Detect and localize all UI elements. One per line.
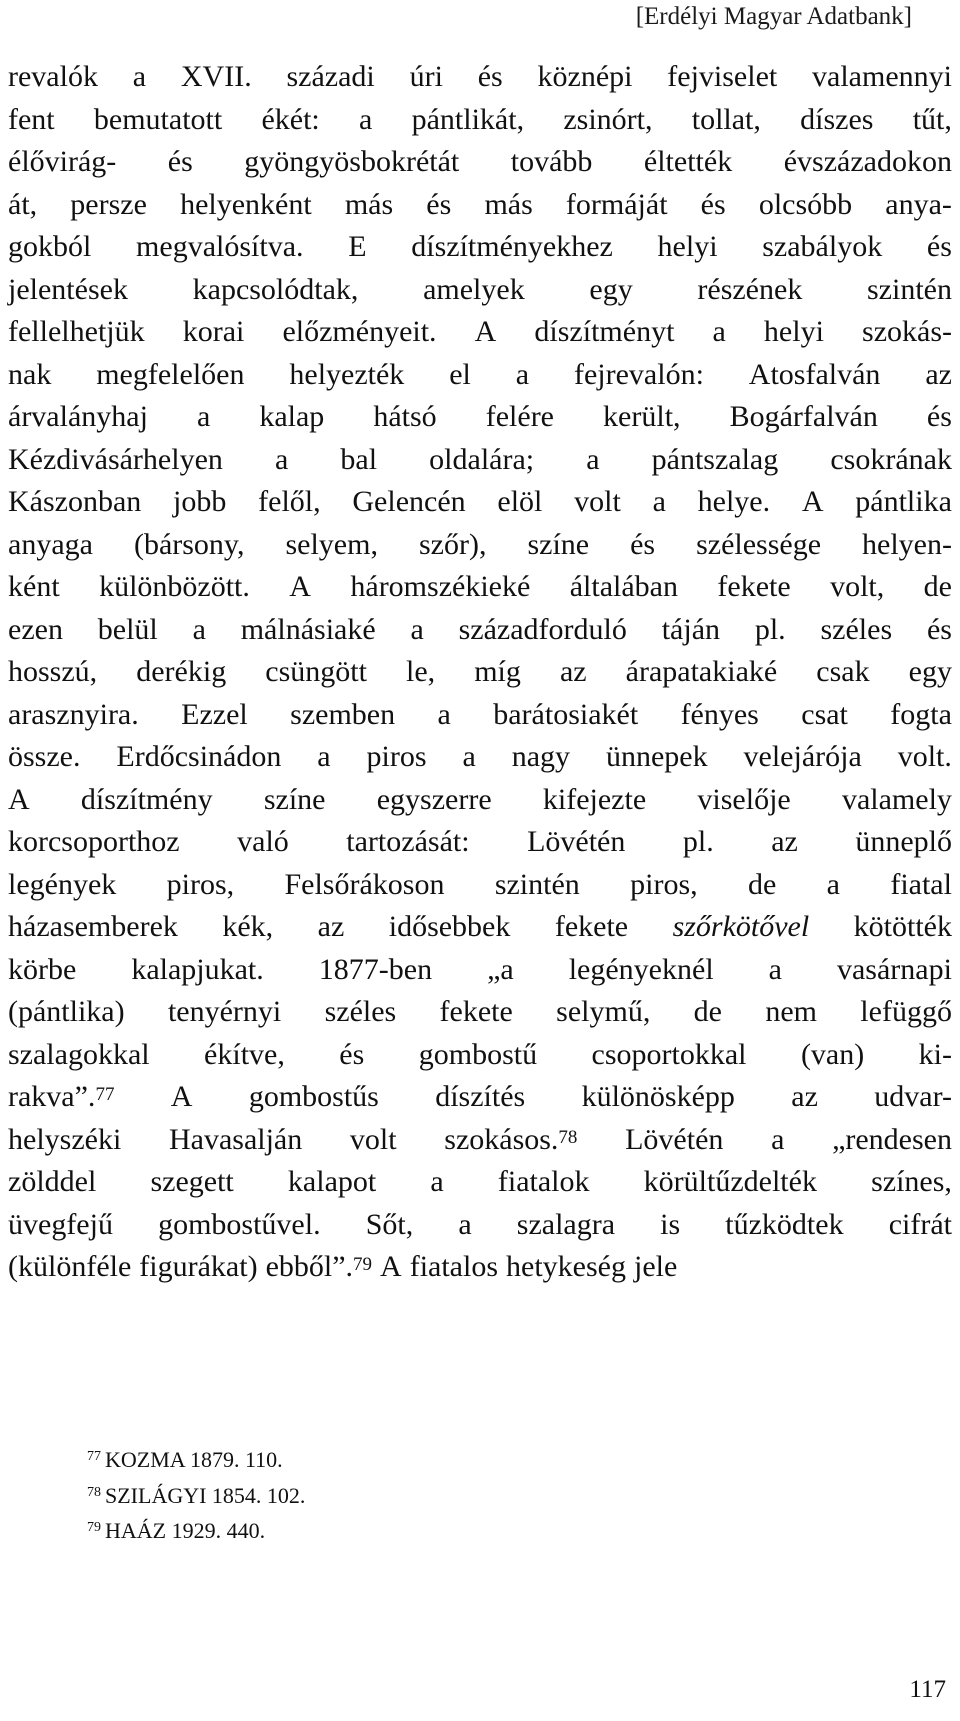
word: fekete [717,570,791,603]
word: E [348,230,367,263]
word: az [791,1080,818,1113]
word: 1877-ben [318,952,433,986]
word: olcsóbb [758,187,853,221]
word: jele [633,1250,678,1283]
word: kalapjukat. [131,952,264,986]
word: volt [349,1122,397,1156]
footnote-ref[interactable]: 78 [558,1126,578,1148]
text-line [8,991,952,1034]
word: ebből”.$^{79}$ [265,1250,373,1283]
footnotes [87,1442,305,1549]
text-line [8,1204,952,1247]
text-line [8,694,952,737]
word: és [926,230,952,263]
word: korcsoporthoz [8,825,180,858]
word: helyszéki [8,1122,122,1156]
word: és [426,187,452,221]
word: más [484,187,533,221]
word: élővirág- [8,145,117,178]
text-line [8,736,952,779]
word: díszítményt [534,315,675,348]
word: Bogárfalván [729,400,878,433]
word: árapatakiaké [625,655,778,688]
word: a [359,102,373,136]
word: barátosiakét [493,697,639,731]
text-line [8,1076,952,1119]
word: A [8,782,30,816]
word: a [768,952,782,986]
footnote [87,1442,305,1478]
word: selyem, [285,527,378,561]
word: volt, [830,570,885,603]
word: helyi [763,315,824,348]
word: oldalára; [429,442,535,476]
word: századforduló [458,612,627,646]
word: Kászonban [8,485,142,518]
text-line [8,56,952,99]
word: idősebbek [388,910,511,943]
word: felére [485,400,554,433]
body-text [8,56,952,1289]
word: A [474,315,497,348]
word: fiatal [890,867,952,901]
word: ki- [918,1037,952,1071]
word: fekete [439,995,513,1028]
word: Kézdivásárhelyen [8,442,223,476]
text-line [8,779,952,822]
word: a [586,442,600,476]
word: volt [574,485,621,518]
text-line [8,226,952,269]
word: éltették [643,145,733,178]
word: és [926,400,952,433]
text-line [8,396,952,439]
word: tűt, [912,102,952,136]
word: fiatalok [497,1165,590,1198]
word: zsinórt, [563,102,653,136]
word: és [926,612,952,646]
word: valamely [841,782,952,816]
footnote-text: HAÁZ 1929. 440. [105,1518,266,1543]
word: málnásiaké [240,612,376,646]
word: került, [603,400,681,433]
word: a [462,740,476,773]
word: a [437,697,451,731]
word: gombostű [418,1037,538,1071]
word: helye. [697,485,771,518]
word: a [458,1207,472,1241]
footnote [87,1513,305,1549]
word: piros, [630,867,698,901]
word: tovább [510,145,593,178]
word: szalagra [516,1207,616,1241]
word: nagy [511,740,571,773]
text-line [8,99,952,142]
word: tűzködtek [725,1207,844,1241]
word: árvalányhaj [8,400,148,433]
word: csak [816,655,870,688]
word: a [196,400,211,433]
word: általában [569,570,678,603]
word: egy [589,272,633,306]
word: (pántlika) [8,995,125,1028]
word: rakva”.$^{77}$ [8,1080,115,1113]
word: arasznyira. [8,697,139,731]
word: a [275,442,289,476]
word: el [449,357,471,391]
word: helyenként [180,187,312,221]
word: fejviselet [667,60,778,93]
word: ékítve, [204,1037,285,1071]
word: csüngött [265,655,367,688]
word: és [630,527,656,561]
word: legények [8,867,117,901]
word: Lövétén [625,1122,724,1156]
word: csoportokkal [591,1037,747,1071]
word: szegett [150,1165,234,1198]
word: ezen [8,612,63,646]
footnote-number: 78 [87,1484,101,1500]
word: egy [908,655,952,688]
word: Atosfalván [748,357,881,391]
word: kék, [222,910,274,943]
word: Gelencén [352,485,466,518]
footnote-ref[interactable]: 79 [353,1254,373,1275]
word: szélessége [696,527,822,561]
footnote-text: SZILÁGYI 1854. 102. [105,1482,306,1508]
word: színe [263,782,326,816]
word: szőr), [418,527,487,561]
word: persze [70,187,147,221]
word: gokból [8,230,92,263]
word: nem [765,995,817,1028]
word: figurákat) [139,1250,258,1283]
word: helyi [657,230,718,263]
word: csokrának [830,442,952,476]
word: fényes [680,697,759,731]
text-line [8,821,952,864]
word: de [923,570,952,603]
word: kalap [259,400,325,433]
word: kifejezte [542,782,647,816]
word: pántlikát, [411,102,525,136]
word: tenyérnyi [167,995,282,1028]
word: derékig [136,655,227,688]
word: díszítményekhez [411,230,613,263]
word: pl. [754,612,786,646]
word: szokásos.$^{78}$ [444,1122,578,1156]
word: a [192,612,206,646]
text-line [8,481,952,524]
word: kalapot [287,1165,377,1198]
word: de [747,867,777,901]
word: köznépi [537,60,633,93]
word: úri [409,60,443,93]
word: csat [801,697,848,731]
word: megfelelően [96,357,245,391]
word: különösképp [581,1080,735,1113]
word: és [700,187,726,221]
word: megvalósítva. [136,230,304,263]
word: hosszú, [8,655,98,688]
text-line [8,1034,952,1077]
word: Felsőrákoson [284,867,445,901]
text-line [8,609,952,652]
word: az [771,825,798,858]
footnote-text: KOZMA 1879. 110. [105,1447,283,1472]
text-line [8,949,952,992]
word: az [317,910,345,943]
word: hátsó [373,400,437,433]
word: és [167,145,193,178]
word: üvegfejű [8,1207,113,1241]
word: Ezzel [181,697,248,731]
word: szokás- [862,315,952,348]
word: „a [487,952,514,986]
word: is [660,1207,681,1241]
italic-word: szőrkötővel [672,910,810,943]
word: át, [8,187,38,221]
word: felől, [258,485,321,518]
word: táján [661,612,721,646]
word: jelentések [8,272,128,306]
word: a [515,357,530,391]
page-number: 117 [909,1676,946,1703]
word: gombostűs [248,1080,379,1113]
word: össze. [8,740,81,773]
word: fekete [554,910,629,943]
word: amelyek [423,272,525,306]
word: kötötték [853,910,952,943]
footnote-number: 79 [87,1520,101,1535]
word: belül [97,612,158,646]
word: míg [474,655,521,688]
text-line [8,311,952,354]
text-line [8,141,952,184]
source-header: [Erdélyi Magyar Adatbank] [635,3,912,30]
text-line [8,269,952,312]
text-line [8,354,952,397]
word: volt. [897,740,952,773]
word: előzményeit. [282,315,437,348]
word: piros, [166,867,235,901]
word: való [237,825,289,858]
word: a [132,60,147,93]
word: hetykeség [506,1250,626,1283]
word: velejárója [743,740,862,773]
text-line [8,524,952,567]
word: viselője [697,782,791,816]
word: tartozását: [346,825,470,858]
word: le, [406,655,436,688]
word: a [430,1165,444,1198]
word: évszázadokon [783,145,952,178]
word: házasemberek [8,910,178,943]
word: elöl [497,485,543,518]
word: szabályok [762,230,883,263]
word: A [801,485,824,518]
word: fejrevalón: [573,357,704,391]
word: jobb [173,485,227,518]
word: XVII. [180,60,252,93]
text-line [8,184,952,227]
word: a [826,867,840,901]
word: szintén [494,867,580,901]
word: A [380,1250,402,1283]
word: fellelhetjük [8,315,145,348]
text-line [8,651,952,694]
word: pl. [682,825,714,858]
word: lefüggő [860,995,952,1028]
word: nak [8,357,52,391]
word: gombostűvel. [158,1207,321,1241]
word: széles [820,612,893,646]
word: a [712,315,726,348]
word: szintén [867,272,952,306]
word: bemutatott [93,102,223,136]
word: széles [324,995,397,1028]
word: a [652,485,666,518]
word: ünneplő [855,825,952,858]
word: ünnepek [605,740,708,773]
text-line [8,1161,952,1204]
word: „rendesen [832,1122,952,1156]
word: a [410,612,424,646]
footnote [87,1478,305,1514]
word: vasárnapi [836,952,952,986]
word: Erdőcsinádon [116,740,282,773]
word: a [317,740,331,773]
word: gyöngyösbokrétát [244,145,460,178]
word: pántszalag [651,442,779,476]
word: díszítmény [80,782,213,816]
word: helyen- [862,527,952,561]
word: díszítés [435,1080,526,1113]
word: más [344,187,394,221]
word: színes, [871,1165,952,1198]
word: anya- [885,187,952,221]
word: kapcsolódtak, [192,272,359,306]
text-line [8,906,952,949]
word: revalók [8,60,98,93]
text-line [8,1246,952,1289]
word: körbe [8,952,77,986]
word: fent [8,102,55,136]
word: színe [527,527,590,561]
word: bal [340,442,378,476]
word: formáját [565,187,668,221]
footnote-ref[interactable]: 77 [95,1084,115,1105]
word: (bársony, [133,527,245,561]
word: az [559,655,587,688]
word: háromszékieké [350,570,531,603]
word: A [170,1080,193,1113]
word: fiatalos [409,1250,499,1283]
word: pántlika [855,485,952,518]
word: különbözött. [99,570,250,603]
word: piros [366,740,427,773]
word: udvar- [874,1080,952,1113]
word: szemben [290,697,396,731]
word: (van) [800,1037,865,1071]
word: Sőt, [365,1207,414,1241]
word: korai [182,315,245,348]
word: cifrát [888,1207,952,1241]
word: és [339,1037,365,1071]
word: ként [8,570,60,603]
word: zölddel [8,1165,97,1198]
word: selymű, [556,995,651,1028]
word: századi [286,60,375,93]
word: anyaga [8,527,93,561]
word: de [693,995,722,1028]
word: az [925,357,952,391]
word: Lövétén [527,825,626,858]
word: a [771,1122,785,1156]
word: valamennyi [812,60,952,93]
word: legényeknél [568,952,714,986]
word: tollat, [691,102,761,136]
text-line [8,864,952,907]
word: A [289,570,311,603]
word: és [477,60,503,93]
text-line [8,1119,952,1162]
word: ékét: [261,102,320,136]
text-line [8,439,952,482]
word: részének [697,272,803,306]
word: helyezték [289,357,405,391]
word: (különféle [8,1250,132,1283]
word: díszes [800,102,874,136]
footnote-number: 77 [87,1449,101,1464]
word: körültűzdelték [643,1165,817,1198]
word: szalagokkal [8,1037,150,1071]
word: Havasalján [168,1122,303,1156]
word: fogta [890,697,952,731]
text-line [8,566,952,609]
word: egyszerre [376,782,492,816]
